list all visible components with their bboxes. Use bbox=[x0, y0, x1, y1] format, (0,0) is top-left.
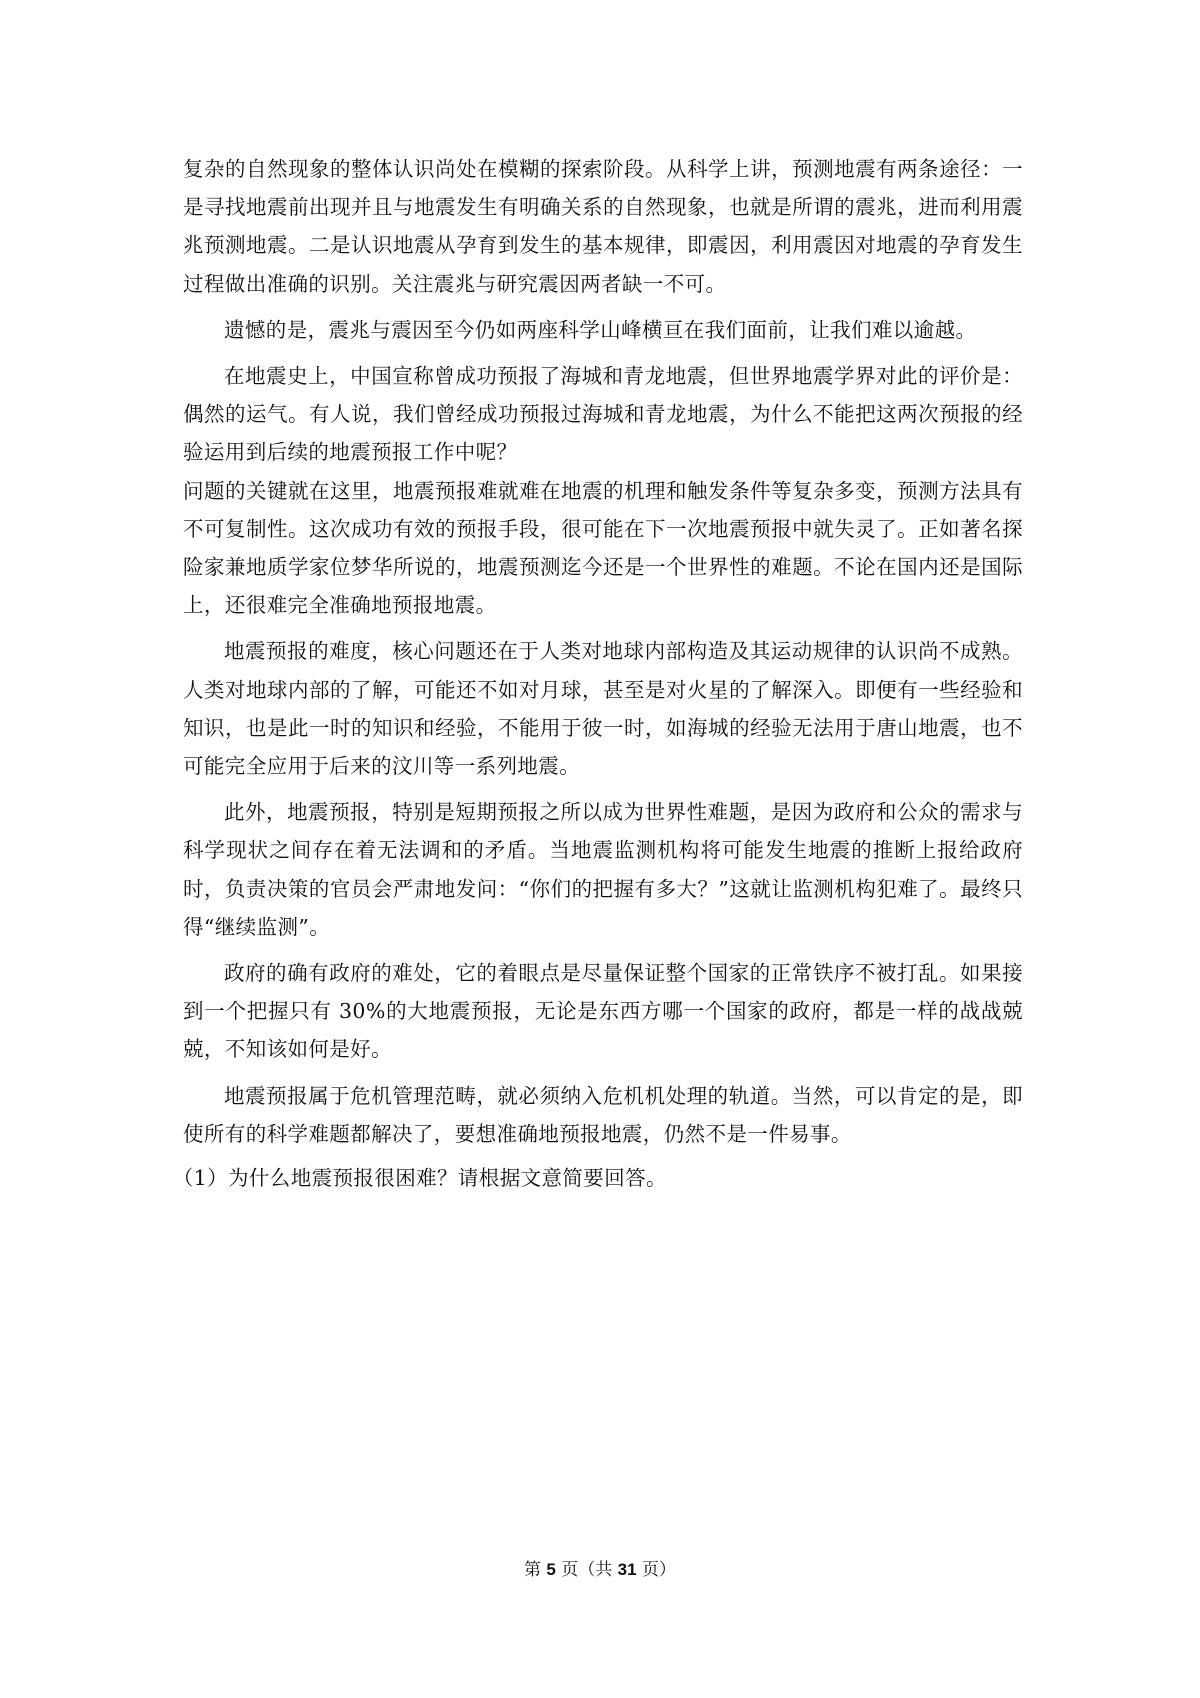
footer-page-number: 5 bbox=[546, 1560, 556, 1579]
footer-suffix: 页） bbox=[636, 1560, 676, 1580]
paragraph-3: 在地震史上，中国宣称曾成功预报了海城和青龙地震，但世界地震学界对此的评价是：偶然的运气。有人说，我们曾经成功预报过海城和青龙地震，为什么不能把这两次预报的经验运用到后续的地震预报工作中呢？ bbox=[183, 364, 1023, 465]
footer-prefix: 第 bbox=[523, 1560, 547, 1580]
paragraph-4: 问题的关键就在这里，地震预报难就难在地震的机理和触发条件等复杂多变，预测方法具有不可复制性。这次成功有效的预报手段，很可能在下一次地震预报中就失灵了。正如著名探险家兼地质学家位梦华所说的，地震预测迄今还是一个世界性的难题。不论在国内还是国际上，还很难完全准确地预报地震。 bbox=[183, 478, 1023, 618]
question-1: （1）为什么地震预报很困难？请根据文意简要回答。 bbox=[172, 1166, 667, 1191]
page-footer bbox=[0, 1558, 1200, 1582]
footer-middle: 页（共 bbox=[555, 1560, 618, 1580]
paragraph-6: 此外，地震预报，特别是短期预报之所以成为世界性难题，是因为政府和公众的需求与科学现状之间存在着无法调和的矛盾。当地震监测机构将可能发生地震的推断上报给政府时，负责决策的官员会严肃地发问：“你们的把握有多大？”这就让监测机构犯难了。最终只得“继续监测”。 bbox=[183, 800, 1023, 939]
article-body bbox=[172, 150, 1023, 1197]
paragraph-2: 遗憾的是，震兆与震因至今仍如两座科学山峰横亘在我们面前，让我们难以逾越。 bbox=[224, 317, 977, 342]
paragraph-1: 复杂的自然现象的整体认识尚处在模糊的探索阶段。从科学上讲，预测地震有两条途径：一是寻找地震前出现并且与地震发生有明确关系的自然现象，也就是所谓的震兆，进而利用震兆预测地震。二是认识地震从孕育到发生的基本规律，即震因，利用震因对地震的孕育发生过程做出准确的识别。关注震兆与研究震因两者缺一不可。 bbox=[183, 157, 1023, 296]
footer-total-pages: 31 bbox=[617, 1560, 637, 1579]
paragraph-8: 地震预报属于危机管理范畴，就必须纳入危机机处理的轨道。当然，可以肯定的是，即使所有的科学难题都解决了，要想准确地预报地震，仍然不是一件易事。 bbox=[183, 1083, 1023, 1146]
paragraph-5: 地震预报的难度，核心问题还在于人类对地球内部构造及其运动规律的认识尚不成熟。人类对地球内部的了解，可能还不如对月球，甚至是对火星的了解深入。即便有一些经验和知识，也是此一时的知识和经验，不能用于彼一时，如海城的经验无法用于唐山地震，也不可能完全应用于后来的汶川等一系列地震。 bbox=[183, 639, 1023, 779]
paragraph-7: 政府的确有政府的难处，它的着眼点是尽量保证整个国家的正常铁序不被打乱。如果接到一个把握只有 30%的大地震预报，无论是东西方哪一个国家的政府，都是一样的战战兢兢，不知该如何是好。 bbox=[183, 961, 1023, 1062]
